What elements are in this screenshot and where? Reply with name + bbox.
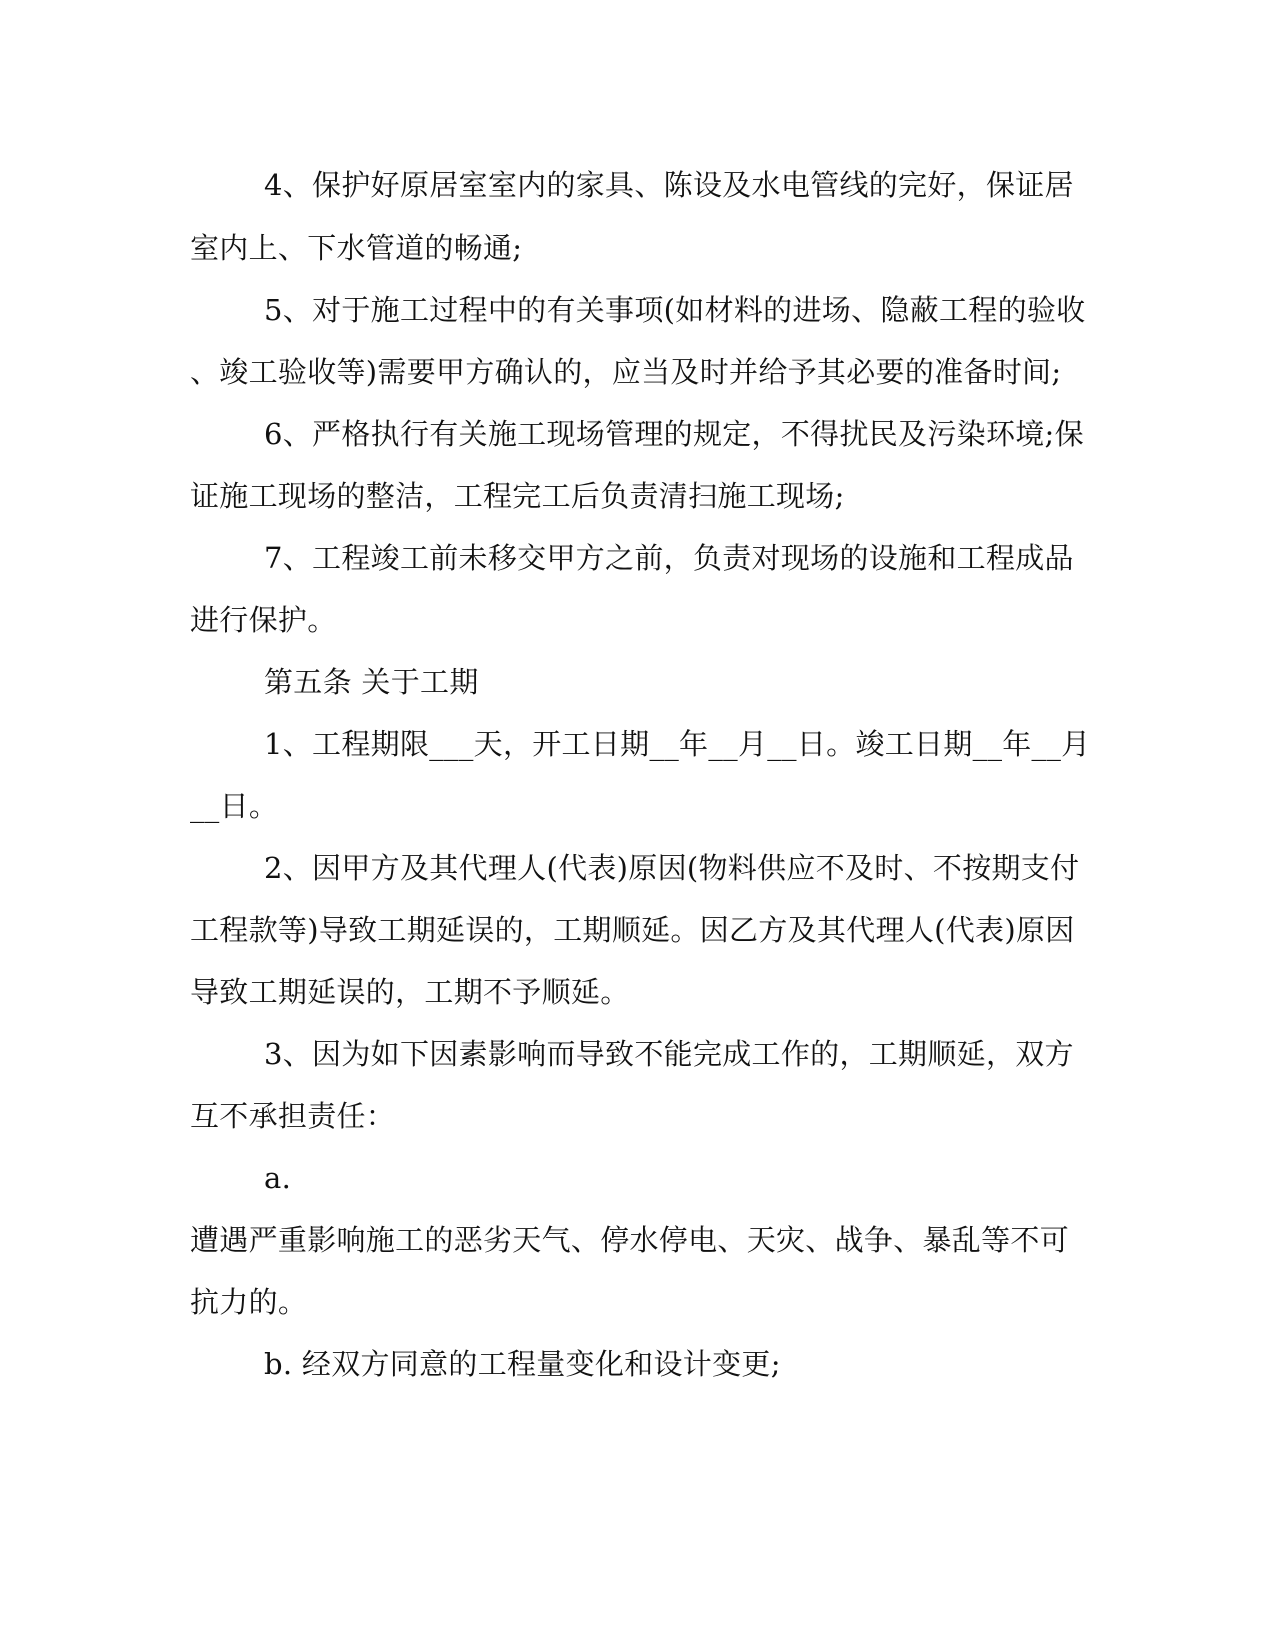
paragraph-line: 7、工程竣工前未移交甲方之前，负责对现场的设施和工程成品 (264, 541, 1074, 575)
paragraph-line: 工程款等)导致工期延误的，工期顺延。因乙方及其代理人(代表)原因 (190, 913, 1075, 947)
paragraph-line: 3、因为如下因素影响而导致不能完成工作的，工期顺延，双方 (264, 1037, 1074, 1071)
paragraph-line: 2、因甲方及其代理人(代表)原因(物料供应不及时、不按期支付 (264, 851, 1080, 885)
paragraph-line: 5、对于施工过程中的有关事项(如材料的进场、隐蔽工程的验收 (264, 293, 1086, 327)
paragraph-line: 证施工现场的整洁，工程完工后负责清扫施工现场; (190, 479, 845, 513)
paragraph-line: 遭遇严重影响施工的恶劣天气、停水停电、天灾、战争、暴乱等不可 (190, 1223, 1070, 1257)
paragraph-line: 4、保护好原居室室内的家具、陈设及水电管线的完好，保证居 (264, 168, 1074, 202)
paragraph-line: 导致工期延误的，工期不予顺延。 (190, 975, 630, 1009)
paragraph-line: 、竣工验收等)需要甲方确认的，应当及时并给予其必要的准备时间; (190, 355, 1062, 389)
list-marker: a. (264, 1161, 292, 1195)
section-heading: 第五条 关于工期 (264, 665, 479, 699)
paragraph-line: b. 经双方同意的工程量变化和设计变更; (264, 1347, 781, 1381)
paragraph-line: 1、工程期限___天，开工日期__年__月__日。竣工日期__年__月 (264, 727, 1091, 761)
paragraph-line: 进行保护。 (190, 603, 337, 637)
paragraph-line: 6、严格执行有关施工现场管理的规定，不得扰民及污染环境;保 (264, 417, 1084, 451)
paragraph-line: 室内上、下水管道的畅通; (190, 231, 523, 265)
paragraph-line: 互不承担责任： (190, 1099, 396, 1133)
paragraph-line: 抗力的。 (190, 1285, 308, 1319)
paragraph-line: __日。 (190, 789, 279, 823)
